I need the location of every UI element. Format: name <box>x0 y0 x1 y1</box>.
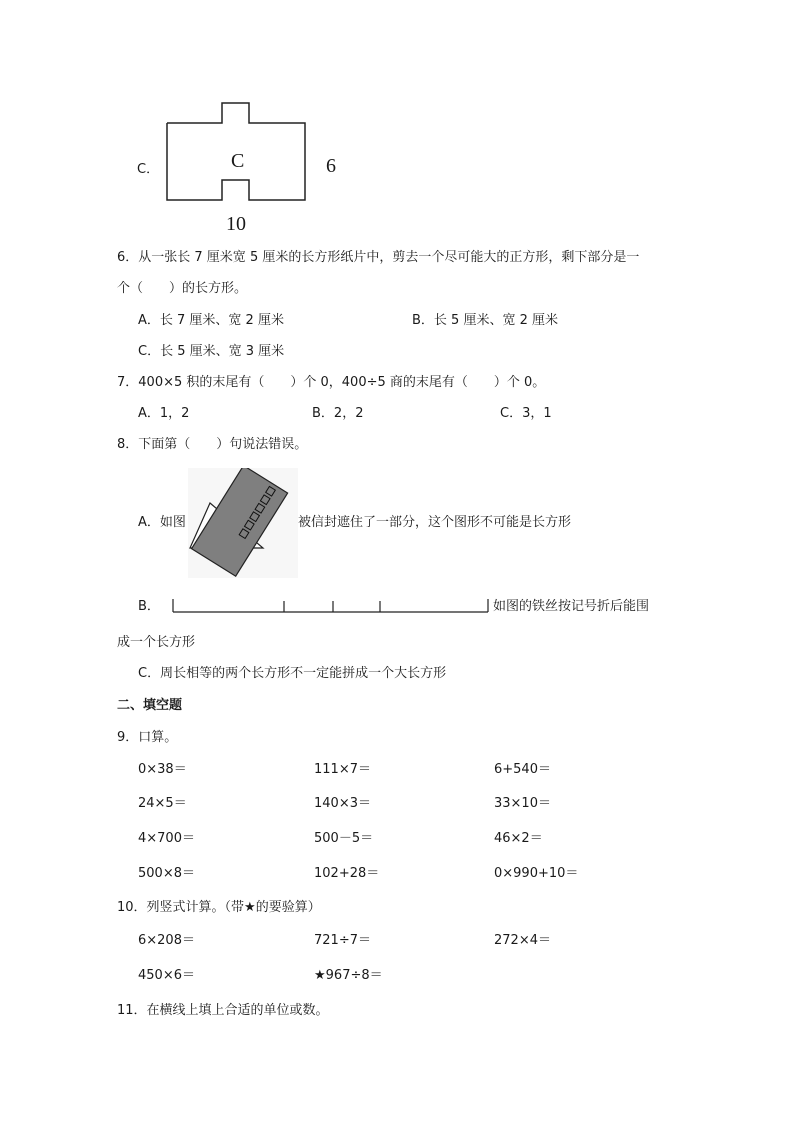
q10-item: 6×208＝ <box>138 933 195 948</box>
q9-item: 140×3＝ <box>314 796 371 811</box>
q9-item: 46×2＝ <box>494 831 543 846</box>
q7-option-b: B．2，2 <box>312 406 364 421</box>
q8-stem: 8．下面第（ ）句说法错误。 <box>117 437 308 452</box>
q10-item: 450×6＝ <box>138 968 195 983</box>
figure-c-width-label: 10 <box>226 213 246 235</box>
q9-item: 102+28＝ <box>314 866 380 881</box>
q7-option-c: C．3，1 <box>500 406 552 421</box>
q9-item: 0×38＝ <box>138 762 187 777</box>
option-c-label: C． <box>137 162 160 177</box>
q9-item: 500×8＝ <box>138 866 195 881</box>
q8-option-a-prefix: A．如图 <box>138 515 186 530</box>
q6-option-b: B．长 5 厘米、宽 2 厘米 <box>412 313 558 328</box>
figure-c-letter: C <box>231 150 245 172</box>
q9-item: 4×700＝ <box>138 831 195 846</box>
q8-option-b-continued: 成一个长方形 <box>117 635 196 650</box>
q7-option-a: A．1，2 <box>138 406 190 421</box>
q8-option-b-text: 如图的铁丝按记号折后能围 <box>493 599 650 614</box>
envelope-covered-shape-figure <box>188 468 298 578</box>
q9-item: 6+540＝ <box>494 762 551 777</box>
q9-item: 111×7＝ <box>314 762 371 777</box>
q6-stem-line2: 个（ ）的长方形。 <box>117 281 248 296</box>
q10-item: 721÷7＝ <box>314 933 371 948</box>
q9-item: 24×5＝ <box>138 796 187 811</box>
q9-stem: 9．口算。 <box>117 730 178 745</box>
q9-item: 33×10＝ <box>494 796 551 811</box>
figure-c-height-label: 6 <box>326 155 336 177</box>
q10-item: ★967÷8＝ <box>314 968 383 983</box>
q9-item: 0×990+10＝ <box>494 866 579 881</box>
q9-item: 500－5＝ <box>314 831 374 846</box>
q7-stem: 7．400×5 积的末尾有（ ）个 0，400÷5 商的末尾有（ ）个 0。 <box>117 375 546 390</box>
q8-option-a-text: 被信封遮住了一部分，这个图形不可能是长方形 <box>298 515 572 530</box>
section-2-title: 二、填空题 <box>117 698 183 713</box>
q6-option-c: C．长 5 厘米、宽 3 厘米 <box>138 344 285 359</box>
q6-option-a: A．长 7 厘米、宽 2 厘米 <box>138 313 284 328</box>
q10-item: 272×4＝ <box>494 933 551 948</box>
q8-option-c: C．周长相等的两个长方形不一定能拼成一个大长方形 <box>138 666 447 681</box>
q10-stem: 10．列竖式计算。（带★的要验算） <box>117 900 321 915</box>
wire-with-marks-figure <box>170 595 492 617</box>
q6-stem-line1: 6．从一张长 7 厘米宽 5 厘米的长方形纸片中，剪去一个尽可能大的正方形，剩下部分是一 <box>117 250 640 265</box>
q11-stem: 11．在横线上填上合适的单位或数。 <box>117 1003 329 1018</box>
q8-option-b-prefix: B． <box>138 599 160 614</box>
